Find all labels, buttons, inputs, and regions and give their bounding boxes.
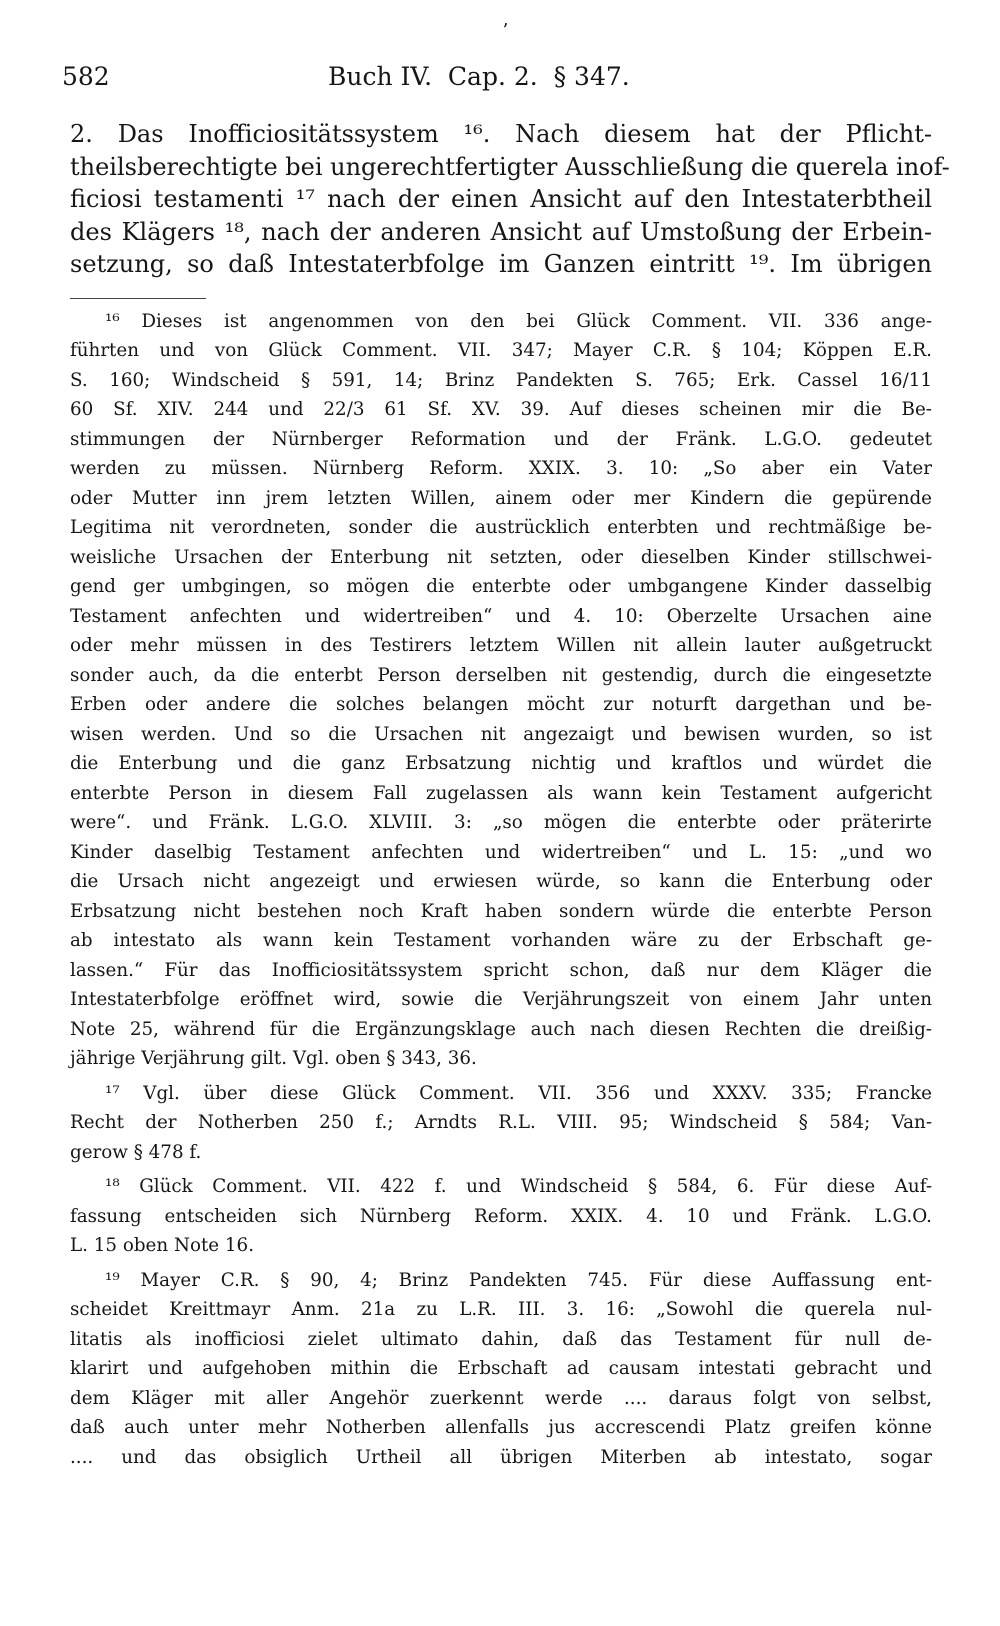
footnote-line: ¹⁹ Mayer C.R. § 90, 4; Brinz Pandekten 745. Für diese Auffassung ent- [105,1269,932,1291]
footnote-line: Erbsatzung nicht bestehen noch Kraft haben sondern würde die enterbte Person [70,900,932,922]
footnote-line: weisliche Ursachen der Enterbung nit setzten, oder dieselben Kinder stillschwei- [70,546,932,568]
footnote-line: daß auch unter mehr Notherben allenfalls jus accrescendi Platz greifen könne [70,1417,932,1439]
main-line: ficiosi testamenti ¹⁷ nach der einen Ansicht auf den Intestaterbtheil [70,185,932,214]
footnote-line: die Ursach nicht angezeigt und erwiesen würde, so kann die Enterbung oder [70,871,932,893]
footnote-line: ab intestato als wann kein Testament vorhanden wäre zu der Erbschaft ge- [70,930,932,952]
footnote-line: Testament anfechten und widertreiben“ und 4. 10: Oberzelte Ursachen aine [70,605,932,627]
footnote-line: werden zu müssen. Nürnberg Reform. XXIX. 3. 10: „So aber ein Vater [70,458,932,480]
footnote-line: ¹⁷ Vgl. über diese Glück Comment. VII. 356 und XXXV. 335; Francke [105,1082,932,1104]
footnote-line: fassung entscheiden sich Nürnberg Reform. XXIX. 4. 10 und Fränk. L.G.O. [70,1205,932,1227]
footnote-separator [70,298,206,299]
running-head: Buch IV. Cap. 2. § 347. [328,62,630,91]
footnote-line: were“. und Fränk. L.G.O. XLVIII. 3: „so mögen die enterbte oder präterirte [70,812,932,834]
footnote-line: Erben oder andere die solches belangen möcht zur noturft dargethan und be- [70,694,932,716]
main-line: theilsberechtigte bei ungerechtfertigter Ausschließung die querela inof- [70,152,950,181]
footnote-line: L. 15 oben Note 16. [70,1235,254,1257]
footnote-line: klarirt und aufgehoben mithin die Erbschaft ad causam intestati gebracht und [70,1358,932,1380]
footnote-18 [70,1172,932,1261]
footnote-19 [70,1266,932,1473]
body-text [70,118,950,1472]
footnote-line: Legitima nit verordneten, sonder die austrücklich enterbten und rechtmäßige be- [70,517,932,539]
top-mark: ʼ [502,20,508,41]
footnote-line: wisen werden. Und so die Ursachen nit angezaigt und bewisen wurden, so ist [70,723,932,745]
footnote-line: oder mehr müssen in des Testirers letztem Willen nit allein lauter außgetruckt [70,635,932,657]
footnote-line: S. 160; Windscheid § 591, 14; Brinz Pandekten S. 765; Erk. Cassel 16/11 [70,369,932,391]
footnote-line: ¹⁸ Glück Comment. VII. 422 f. und Windscheid § 584, 6. Für diese Auf- [105,1176,932,1198]
footnote-line: dem Kläger mit aller Angehör zuerkennt werde .... daraus folgt von selbst, [70,1387,932,1409]
main-line: des Klägers ¹⁸, nach der anderen Ansicht auf Umstoßung der Erbein- [70,217,932,246]
footnote-line: sonder auch, da die enterbt Person derselben nit gestendig, durch die eingesetzte [70,664,932,686]
footnote-16 [70,307,932,1074]
footnote-line: Note 25, während für die Ergänzungsklage auch nach diesen Rechten die dreißig- [70,1018,932,1040]
footnote-line: Intestaterbfolge eröffnet wird, sowie die Verjährungszeit von einem Jahr unten [70,989,932,1011]
footnote-line: 60 Sf. XIV. 244 und 22/3 61 Sf. XV. 39. Auf dieses scheinen mir die Be- [70,399,932,421]
footnote-line: .... und das obsiglich Urtheil all übrigen Miterben ab intestato, sogar [70,1446,932,1468]
footnote-17 [70,1079,932,1168]
footnote-line: ¹⁶ Dieses ist angenommen von den bei Glück Comment. VII. 336 ange- [105,310,932,332]
footnote-line: Recht der Notherben 250 f.; Arndts R.L. VIII. 95; Windscheid § 584; Van- [70,1112,932,1134]
footnote-line: die Enterbung und die ganz Erbsatzung nichtig und kraftlos und würdet die [70,753,932,775]
main-paragraph [70,118,950,281]
page-header [62,58,932,96]
footnote-line: litatis als inofficiosi zielet ultimato dahin, daß das Testament für null de- [70,1328,932,1350]
page-number: 582 [62,62,110,91]
footnote-line: gerow § 478 f. [70,1141,202,1163]
footnote-line: führten und von Glück Comment. VII. 347; Mayer C.R. § 104; Köppen E.R. [70,340,932,362]
footnote-line: enterbte Person in diesem Fall zugelassen als wann kein Testament aufgericht [70,782,932,804]
footnote-line: Kinder daselbig Testament anfechten und widertreiben“ und L. 15: „und wo [70,841,932,863]
footnote-line: scheidet Kreittmayr Anm. 21a zu L.R. III. 3. 16: „Sowohl die querela nul- [70,1299,932,1321]
footnote-line: stimmungen der Nürnberger Reformation und der Fränk. L.G.O. gedeutet [70,428,932,450]
footnote-line: oder Mutter inn jrem letzten Willen, ainem oder mer Kindern die gepürende [70,487,932,509]
footnote-line: gend ger umbgingen, so mögen die enterbte oder umbgangene Kinder dasselbig [70,576,932,598]
main-line: 2. Das Inofficiositätssystem ¹⁶. Nach diesem hat der Pflicht- [70,120,932,148]
footnote-line: lassen.“ Für das Inofficiositätssystem spricht schon, daß nur dem Kläger die [70,959,932,981]
main-line: setzung, so daß Intestaterbfolge im Ganzen eintritt ¹⁹. Im übrigen [70,250,932,279]
footnote-line: jährige Verjährung gilt. Vgl. oben § 343, 36. [70,1048,477,1070]
